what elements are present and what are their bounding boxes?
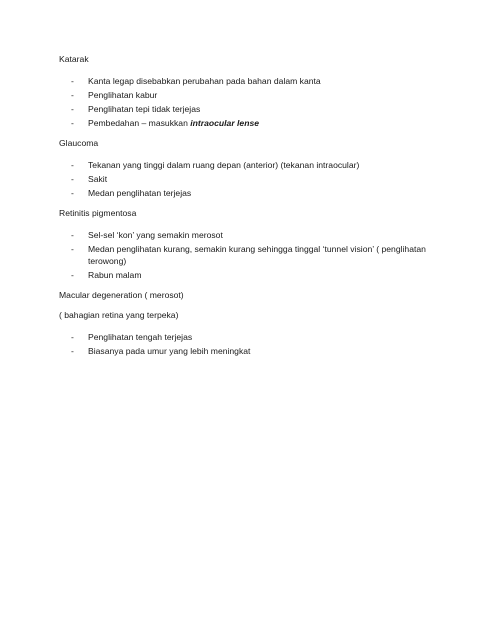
list-item <box>59 75 439 87</box>
bullet-dash: - <box>71 174 74 184</box>
bullet-list <box>59 75 439 129</box>
section-macular-degeneration <box>59 289 439 357</box>
list-item-text: Penglihatan tengah terjejas <box>88 332 193 342</box>
section-retinitis-pigmentosa <box>59 207 439 281</box>
list-item-text: Sakit <box>88 174 108 184</box>
bullet-dash: - <box>71 160 74 170</box>
list-item-text: Medan penglihatan terjejas <box>88 188 192 198</box>
list-item-text: Medan penglihatan kurang, semakin kurang sehingga tinggal ‘tunnel vision’ ( penglihatan terowong) <box>88 244 426 266</box>
bullet-dash: - <box>71 270 74 280</box>
list-item <box>59 173 439 185</box>
list-item-text: Rabun malam <box>88 270 142 280</box>
bullet-dash: - <box>71 346 74 356</box>
section-katarak <box>59 53 439 129</box>
bullet-dash: - <box>71 76 74 86</box>
bullet-dash: - <box>71 244 74 254</box>
section-heading: Retinitis pigmentosa <box>59 208 137 218</box>
bullet-dash: - <box>71 230 74 240</box>
bullet-dash: - <box>71 188 74 198</box>
list-item <box>59 269 439 281</box>
bullet-list <box>59 159 439 199</box>
document-body <box>59 53 439 365</box>
section-subheading: ( bahagian retina yang terpeka) <box>59 310 179 320</box>
bullet-dash: - <box>71 332 74 342</box>
list-item <box>59 345 439 357</box>
list-item <box>59 243 439 267</box>
list-item <box>59 229 439 241</box>
bullet-dash: - <box>71 104 74 114</box>
list-item-text: Penglihatan kabur <box>88 90 158 100</box>
section-heading: Katarak <box>59 54 89 64</box>
list-item-text: Tekanan yang tinggi dalam ruang depan (anterior) (tekanan intraocular) <box>88 160 360 170</box>
list-item <box>59 117 439 129</box>
list-item <box>59 331 439 343</box>
bullet-dash: - <box>71 90 74 100</box>
bullet-list <box>59 331 439 357</box>
list-item <box>59 103 439 115</box>
list-item <box>59 159 439 171</box>
section-heading: Glaucoma <box>59 138 99 148</box>
list-item-text: Kanta legap disebabkan perubahan pada bahan dalam kanta <box>88 76 321 86</box>
section-glaucoma <box>59 137 439 199</box>
emphasis-text: intraocular lense <box>190 118 260 128</box>
section-heading: Macular degeneration ( merosot) <box>59 290 184 300</box>
bullet-list <box>59 229 439 281</box>
list-item <box>59 89 439 101</box>
list-item-text: Penglihatan tepi tidak terjejas <box>88 104 201 114</box>
list-item <box>59 187 439 199</box>
bullet-dash: - <box>71 118 74 128</box>
list-item-text: Biasanya pada umur yang lebih meningkat <box>88 346 251 356</box>
list-item-text: Sel-sel ‘kon’ yang semakin merosot <box>88 230 223 240</box>
list-item-text: Pembedahan – masukkan <box>88 118 191 128</box>
